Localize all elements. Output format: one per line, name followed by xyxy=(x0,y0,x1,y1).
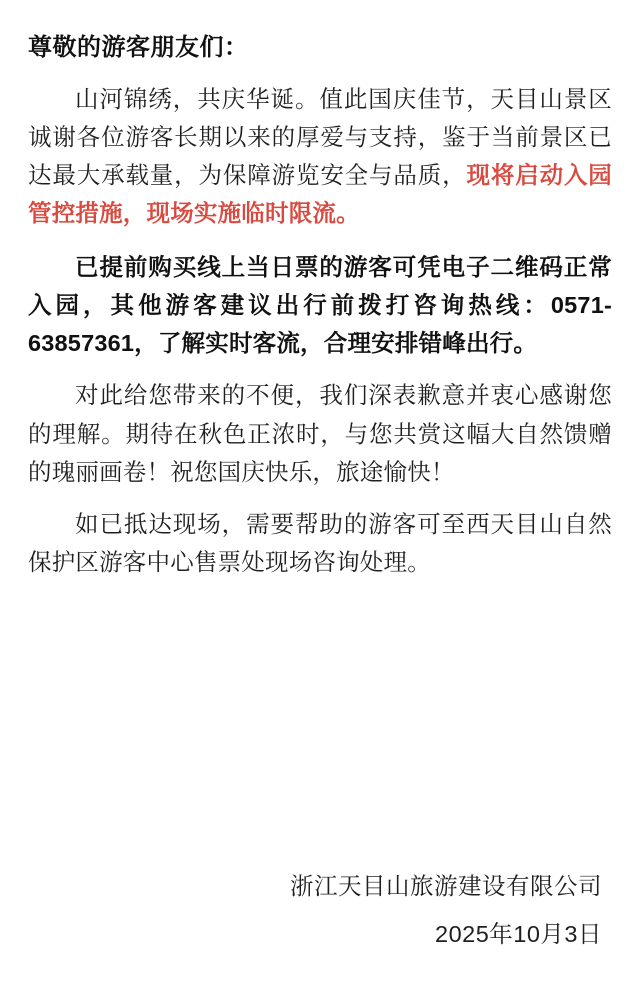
signature-date: 2025年10月3日 xyxy=(435,921,602,948)
paragraph-opening-highlight: 现将启动入园管控措施，现场实施临时限流。 xyxy=(28,162,613,227)
paragraph-entry-rules: 已提前购买线上当日票的游客可凭电子二维码正常入园，其他游客建议出行前拨打咨询热线：0571-63857361，了解实时客流，合理安排错峰出行。 xyxy=(28,254,612,357)
paragraph-opening-text: 山河锦绣，共庆华诞。值此国庆佳节，天目山景区诚谢各位游客长期以来的厚爱与支持，鉴于当前景区已达最大承载量，为保障游览安全与品质， xyxy=(28,86,612,189)
page-title: 尊敬的游客朋友们： xyxy=(28,34,249,61)
paragraph-apology: 对此给您带来的不便，我们深表歉意并衷心感谢您的理解。期待在秋色正浓时，与您共赏这幅大自然馈赠的瑰丽画卷！祝您国庆快乐，旅途愉快！ xyxy=(28,382,612,485)
signature-company: 浙江天目山旅游建设有限公司 xyxy=(290,873,602,900)
paragraph-opening xyxy=(28,80,612,232)
paragraph-onsite-help: 如已抵达现场，需要帮助的游客可至西天目山自然保护区游客中心售票处现场咨询处理。 xyxy=(28,510,612,575)
signature-block xyxy=(290,867,602,955)
